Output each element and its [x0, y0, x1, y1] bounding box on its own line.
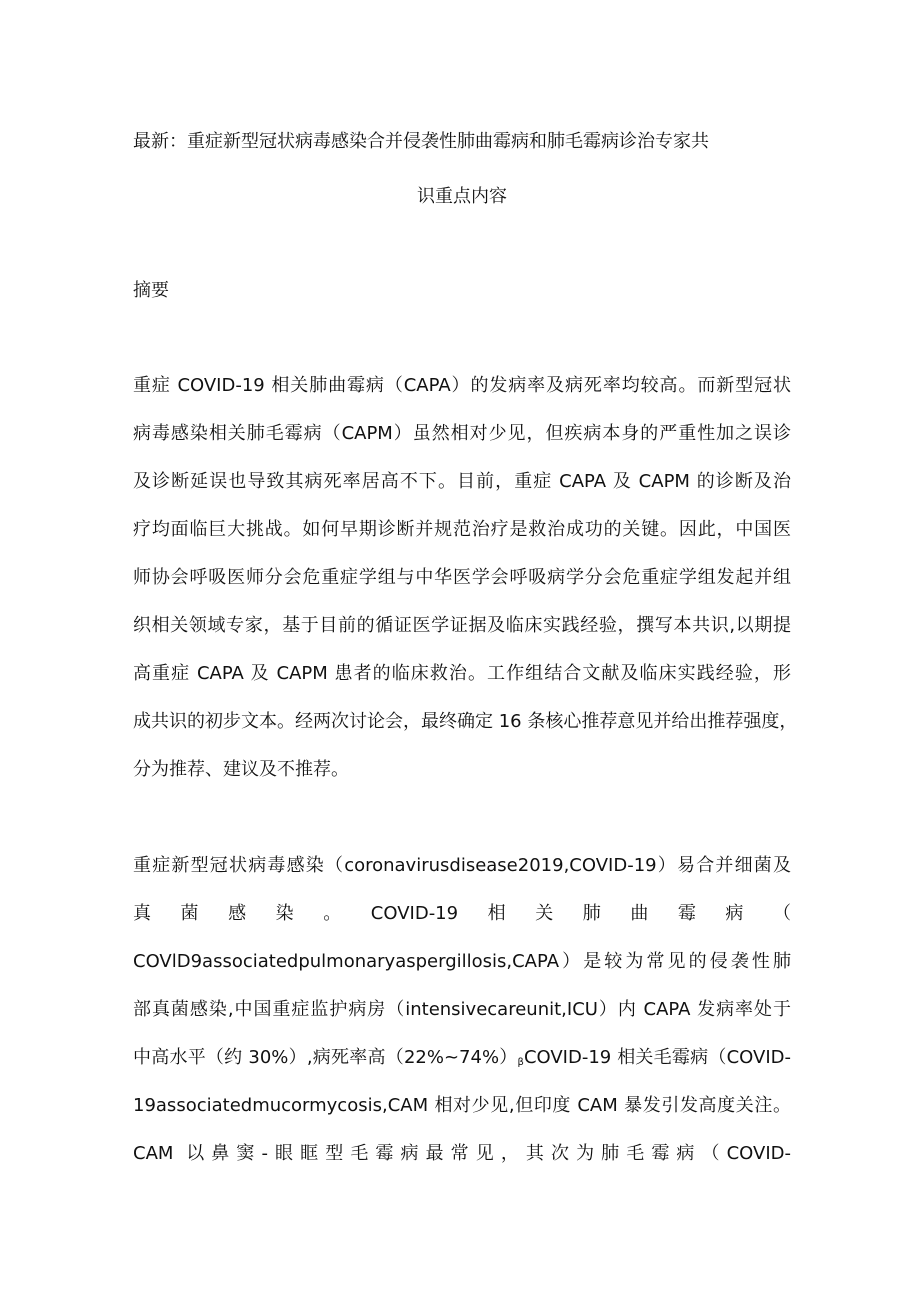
paragraph-line: 重症 COVID-19 相关肺曲霉病（CAPA）的发病率及病死率均较高。而新型冠状 [133, 375, 791, 396]
body-paragraph [133, 854, 791, 1190]
document-title-line-1: 最新：重症新型冠状病毒感染合并侵袭性肺曲霉病和肺毛霉病诊治专家共 [133, 131, 709, 152]
paragraph-line: COVlD9associatedpulmonaryaspergillosis,CAPA）是较为常见的侵袭性肺 [133, 951, 791, 972]
abstract-paragraph [133, 374, 798, 806]
paragraph-line: 病毒感染相关肺毛霉病（CAPM）虽然相对少见，但疾病本身的严重性加之误诊 [133, 423, 791, 444]
paragraph-line: CAM 以鼻窦-眼眶型毛霉病最常见，其次为肺毛霉病（COVID- [133, 1143, 791, 1164]
paragraph-line: 疗均面临巨大挑战。如何早期诊断并规范治疗是救治成功的关键。因此，中国医 [133, 519, 791, 540]
abstract-heading: 摘要 [133, 280, 169, 301]
paragraph-line: 部真菌感染,中国重症监护病房（intensivecareunit,ICU）内 CAPA 发病率处于 [133, 999, 791, 1020]
paragraph-line: 及诊断延误也导致其病死率居高不下。目前，重症 CAPA 及 CAPM 的诊断及治 [133, 471, 791, 492]
paragraph-line-mixed [133, 1046, 791, 1094]
paragraph-line: 真菌感染。COVID-19相关肺曲霉病（ [133, 903, 791, 924]
paragraph-line-head: 中高水平（约 30%）,病死率高（22%~74%） [133, 1047, 518, 1068]
paragraph-line-tail: COVID-19 相关毛霉病（COVID- [523, 1047, 791, 1068]
paragraph-line: 重症新型冠状病毒感染（coronavirusdisease2019,COVID-19）易合并细菌及 [133, 855, 791, 876]
paragraph-line: 成共识的初步文本。经两次讨论会，最终确定 16 条核心推荐意见并给出推荐强度， [133, 711, 798, 732]
paragraph-line: 19associatedmucormycosis,CAM 相对少见,但印度 CAM 暴发引发高度关注。 [133, 1095, 791, 1116]
paragraph-line: 高重症 CAPA 及 CAPM 患者的临床救治。工作组结合文献及临床实践经验，形 [133, 663, 791, 684]
paragraph-line: 分为推荐、建议及不推荐。 [133, 759, 349, 780]
paragraph-line: 师协会呼吸医师分会危重症学组与中华医学会呼吸病学分会危重症学组发起并组 [133, 567, 791, 588]
document-title-line-2: 识重点内容 [417, 186, 507, 207]
subscript-beta: β [517, 1057, 524, 1068]
paragraph-line: 织相关领域专家，基于目前的循证医学证据及临床实践经验，撰写本共识,以期提 [133, 615, 791, 636]
